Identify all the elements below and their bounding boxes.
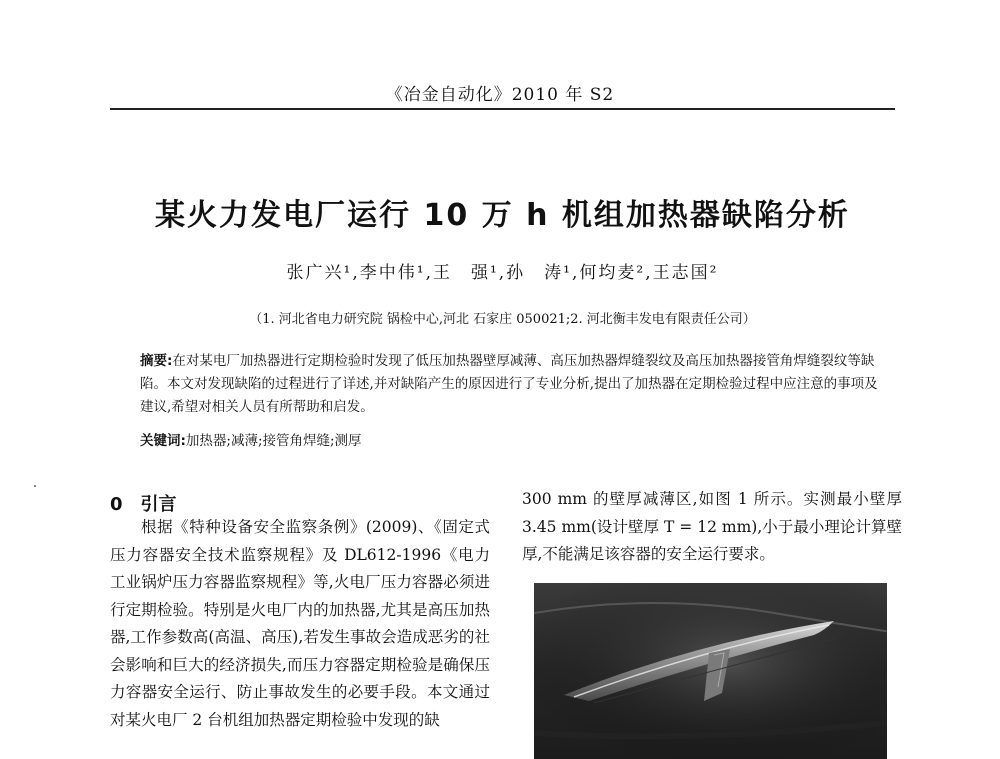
journal-header: 《冶金自动化》2010 年 S2	[385, 85, 615, 105]
keywords-label: 关键词:	[140, 433, 186, 449]
section-title: 引言	[140, 494, 177, 515]
abstract-text: 在对某电厂加热器进行定期检验时发现了低压加热器壁厚减薄、高压加热器焊缝裂纹及高压加热器接管角焊缝裂纹等缺陷。本文对发现缺陷的过程进行了详述,并对缺陷产生的原因进行了专业分析,提出了加热器在定期检验过程中应注意的事项及建议,希望对相关人员有所帮助和启发。	[140, 353, 878, 415]
keywords	[140, 429, 880, 449]
header-divider	[110, 108, 895, 110]
keywords-text: 加热器;减薄;接管角焊缝;测厚	[185, 433, 362, 449]
defect-photo-illustration	[534, 583, 887, 759]
abstract-label: 摘要:	[140, 353, 173, 369]
figure-1-photo	[534, 583, 887, 759]
paper-title: 某火力发电厂运行 10 万 h 机组加热器缺陷分析	[155, 198, 850, 233]
affiliations: （1. 河北省电力研究院 锅检中心,河北 石家庄 050021;2. 河北衡丰发电有限责任公司）	[249, 312, 756, 327]
right-column-paragraph: 300 mm 的壁厚减薄区,如图 1 所示。实测最小壁厚 3.45 mm(设计壁厚 T = 12 mm),小于最小理论计算壁厚,不能满足该容器的安全运行要求。	[522, 490, 902, 563]
section-heading	[110, 490, 177, 516]
scan-speck	[34, 485, 36, 487]
intro-paragraph: 根据《特种设备安全监察条例》(2009)、《固定式压力容器安全技术监察规程》及 DL612-1996《电力工业锅炉压力容器监察规程》等,火电厂压力容器必须进行定期检验。特别是火电厂内的加热器,尤其是高压加热器,工作参数高(高温、高压),若发生事故会造成恶劣的社会影响和巨大的经济损失,而压力容器定期检验是确保压力容器安全运行、防止事故发生的必要手段。本文通过对某火电厂 2 台机组加热器定期检验中发现的缺	[110, 518, 490, 729]
section-number: 0	[110, 494, 123, 515]
author-list: 张广兴¹,李中伟¹,王 强¹,孙 涛¹,何均麦²,王志国²	[286, 263, 719, 283]
abstract	[140, 350, 880, 419]
